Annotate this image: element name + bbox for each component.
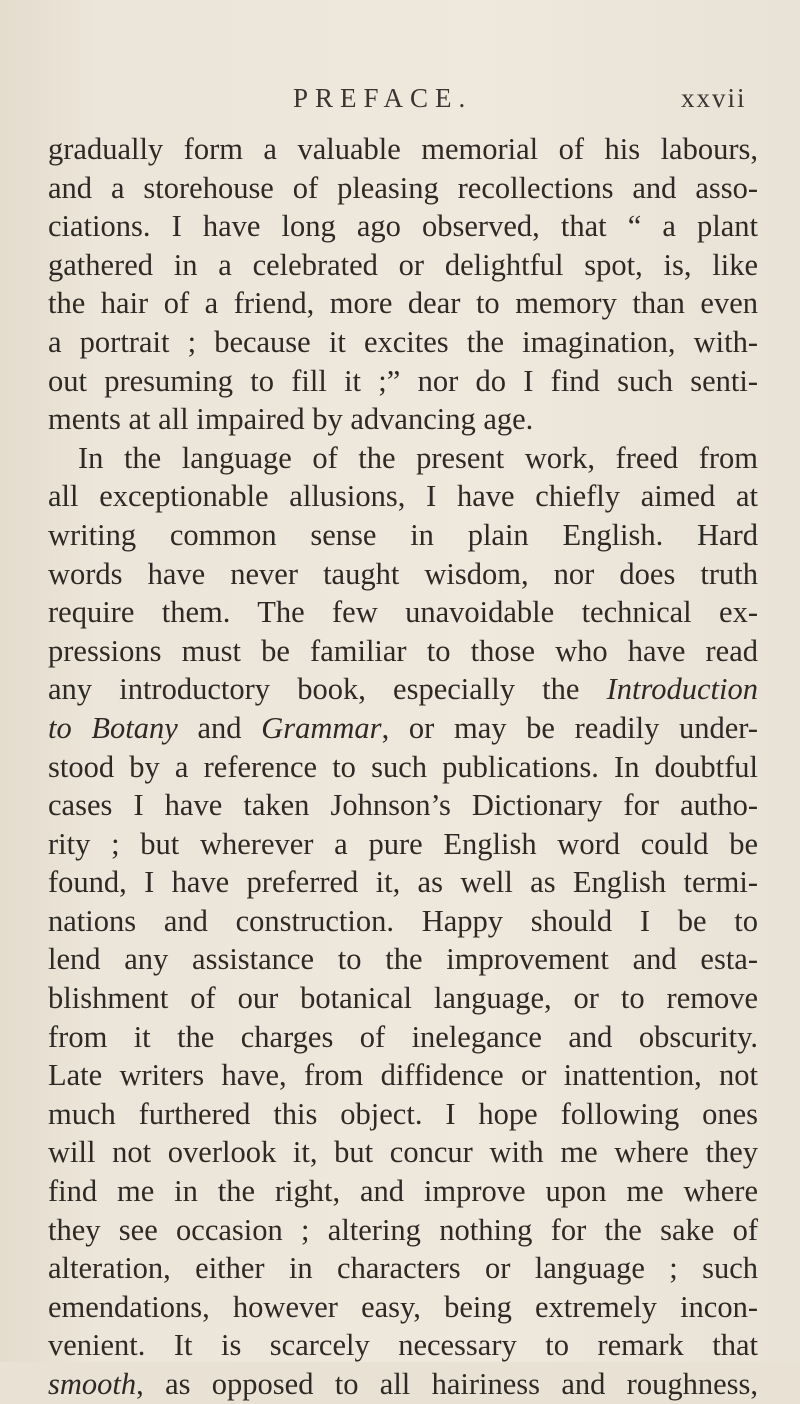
text-line: found, I have preferred it, as well as English termi- bbox=[48, 865, 758, 900]
running-head bbox=[0, 83, 800, 123]
body-text bbox=[48, 130, 758, 1404]
text-line: the hair of a friend, more dear to memory than even bbox=[48, 286, 758, 321]
italic-title-introduction: Introduction bbox=[606, 672, 758, 707]
running-title: PREFACE. bbox=[293, 83, 473, 113]
text-line: blishment of our botanical language, or to remove bbox=[48, 981, 758, 1016]
text-line: nations and construction. Happy should I be to bbox=[48, 903, 758, 938]
text-line: find me in the right, and improve upon me where bbox=[48, 1174, 758, 1209]
text-line: and a storehouse of pleasing recollections and asso- bbox=[48, 170, 758, 205]
text-line: gathered in a celebrated or delightful spot, is, like bbox=[48, 247, 758, 282]
text-line: much furthered this object. I hope following ones bbox=[48, 1096, 758, 1131]
page-number: xxvii bbox=[681, 83, 747, 113]
text-line: out presuming to fill it ;” nor do I find such senti- bbox=[48, 363, 758, 398]
text-line: all exceptionable allusions, I have chiefly aimed at bbox=[48, 479, 758, 514]
italic-word-smooth: smooth bbox=[48, 1367, 137, 1401]
text-line: emendations, however easy, being extremely incon- bbox=[48, 1289, 758, 1324]
text-line: Late writers have, from diffidence or inattention, not bbox=[48, 1058, 758, 1093]
text-line: a portrait ; because it excites the imagination, with- bbox=[48, 324, 758, 359]
text-segment: , or may be readily under- bbox=[381, 710, 758, 745]
text-line: writing common sense in plain English. Hard bbox=[48, 517, 758, 552]
text-line: will not overlook it, but concur with me where they bbox=[48, 1135, 758, 1170]
text-line bbox=[48, 1365, 758, 1404]
text-segment: any introductory book, especially the bbox=[48, 672, 607, 707]
text-line: words have never taught wisdom, nor does truth bbox=[48, 556, 758, 591]
text-line: from it the charges of inelegance and obscurity. bbox=[48, 1019, 758, 1054]
text-line: gradually form a valuable memorial of his labours, bbox=[48, 132, 758, 166]
text-line: ments at all impaired by advancing age. bbox=[48, 402, 534, 437]
italic-title-botany: to Botany bbox=[48, 710, 178, 745]
text-line: cases I have taken Johnson’s Dictionary for autho- bbox=[48, 788, 758, 823]
paragraph-start-line: In the language of the present work, freed from bbox=[78, 440, 758, 475]
text-line: stood by a reference to such publications. In doubtful bbox=[48, 749, 758, 784]
text-line: alteration, either in characters or language ; such bbox=[48, 1251, 758, 1286]
italic-title-grammar: Grammar bbox=[261, 710, 382, 745]
text-line: they see occasion ; altering nothing for the sake of bbox=[48, 1212, 758, 1247]
text-line bbox=[48, 709, 758, 748]
text-line: rity ; but wherever a pure English word could be bbox=[48, 826, 758, 861]
text-line: require them. The few unavoidable technical ex- bbox=[48, 595, 758, 630]
text-line: venient. It is scarcely necessary to remark that bbox=[48, 1328, 758, 1363]
text-segment: and bbox=[177, 710, 262, 745]
text-segment: , as opposed to all hairiness and roughness, bbox=[136, 1367, 758, 1401]
text-line: pressions must be familiar to those who have read bbox=[48, 633, 758, 668]
text-line bbox=[48, 670, 758, 709]
text-line: ciations. I have long ago observed, that “ a plant bbox=[48, 209, 758, 244]
text-line: lend any assistance to the improvement and esta- bbox=[48, 942, 758, 977]
